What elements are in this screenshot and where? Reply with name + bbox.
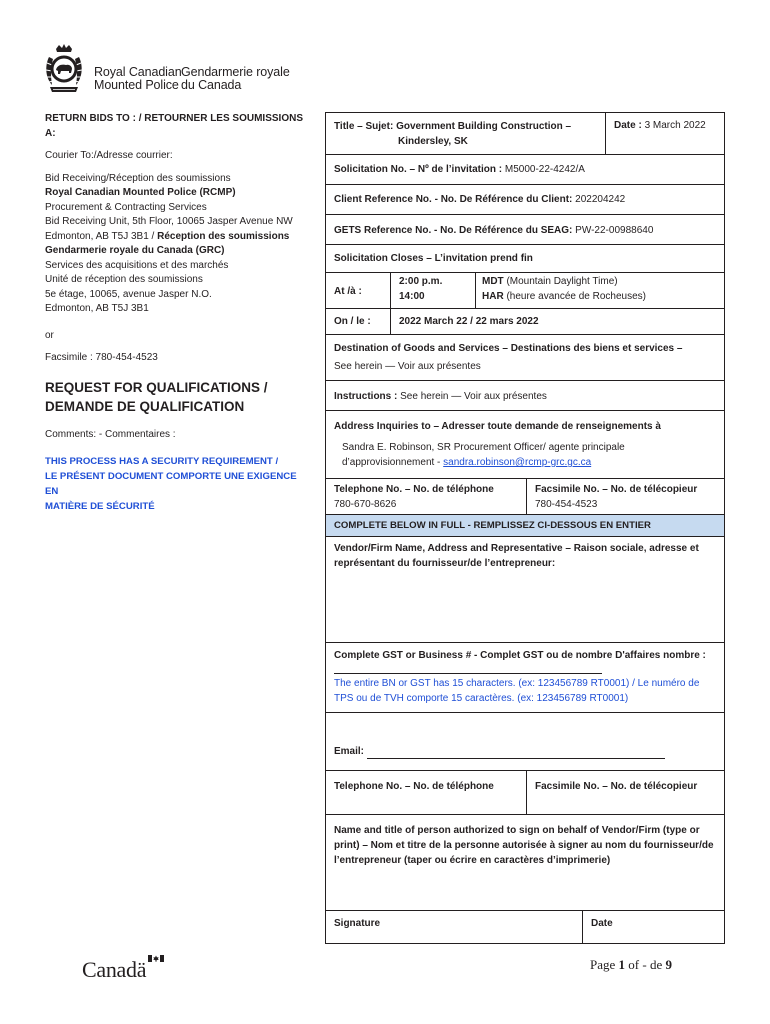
complete-banner: COMPLETE BELOW IN FULL - REMPLISSEZ CI-DESSOUS EN ENTIER — [334, 520, 651, 531]
inquiries-contact-text: d’approvisionnement - — [342, 457, 444, 468]
client-ref-row — [326, 185, 724, 215]
address-line: Procurement & Contracting Services — [45, 201, 207, 213]
inquiries-contact-line1: Sandra E. Robinson, SR Procurement Officer/ agente principale — [342, 442, 625, 453]
telephone-value: 780-670-8626 — [334, 499, 397, 510]
time-zone — [476, 273, 724, 308]
agency-fr-line2: du Canada — [181, 78, 242, 92]
gst-label: Complete GST or Business # - Complet GST ou de nombre D'affaires nombre : — [334, 650, 706, 661]
agency-fr-line1: Gendarmerie royale — [181, 65, 290, 79]
client-ref-value: 202204242 — [575, 194, 626, 205]
facsimile-cell — [527, 479, 724, 514]
instructions-value: See herein — Voir aux présentes — [400, 391, 547, 402]
closes-label: Solicitation Closes – L’invitation prend fin — [334, 253, 533, 264]
mdt-desc: (Mountain Daylight Time) — [506, 276, 618, 287]
address-line: Royal Canadian Mounted Police (RCMP) — [45, 187, 236, 198]
email-cell — [326, 713, 724, 770]
date-label: Date : — [614, 120, 642, 131]
title-value-line1: Government Building Construction – — [396, 121, 572, 132]
client-ref-cell — [326, 185, 724, 214]
courier-label: Courier To:/Adresse courrier: — [45, 150, 173, 161]
solicitation-label: Solicitation No. – Nº de l’invitation : — [334, 164, 503, 175]
address-line-part: Réception des soumissions — [157, 230, 290, 242]
email-input-line[interactable] — [367, 748, 665, 759]
destination-value: See herein — Voir aux présentes — [334, 361, 481, 372]
time-zone-fr — [482, 289, 718, 304]
closing-date-row — [326, 309, 724, 335]
inquiries-label: Address Inquiries to – Adresser toute demande de renseignements à — [334, 421, 661, 432]
security-line1: THIS PROCESS HAS A SECURITY REQUIREMENT / — [45, 456, 279, 467]
page-current: 1 — [618, 957, 626, 972]
facsimile-value: 780-454-4523 — [535, 499, 598, 510]
agency-name-fr — [181, 66, 290, 92]
har-code: HAR — [482, 291, 504, 302]
har-desc: (heure avancée de Rocheuses) — [506, 291, 646, 302]
address-line: Bid Receiving/Réception des soumissions — [45, 172, 231, 184]
canada-wordmark: Canadä — [82, 957, 147, 982]
address-line — [45, 230, 310, 245]
mdt-code: MDT — [482, 276, 504, 287]
security-line3: MATIÈRE DE SÉCURITÉ — [45, 501, 155, 512]
canada-flag-icon — [148, 955, 164, 962]
left-column — [45, 112, 310, 514]
date-cell — [606, 113, 724, 154]
security-line2: LE PRÉSENT DOCUMENT COMPORTE UNE EXIGENCE EN — [45, 471, 297, 497]
title-row — [326, 113, 724, 155]
closing-time-24h: 14:00 — [399, 291, 425, 302]
inquiries-email-link[interactable]: sandra.robinson@rcmp-grc.gc.ca — [443, 457, 592, 468]
email-row — [326, 713, 724, 771]
solicitation-value: M5000-22-4242/A — [504, 164, 585, 175]
title-cell — [326, 113, 604, 154]
security-notice — [45, 454, 310, 514]
address-line: Gendarmerie royale du Canada (GRC) — [45, 245, 225, 256]
telephone-cell — [326, 479, 526, 514]
return-bids-label: RETURN BIDS TO : / RETOURNER LES SOUMISSIONS A: — [45, 113, 303, 139]
destination-label: Destination of Goods and Services – Destinations des biens et services – — [334, 343, 683, 354]
client-ref-label: Client Reference No. - No. De Référence du Client: — [334, 194, 573, 205]
destination-cell — [326, 335, 724, 380]
address-line: Edmonton, AB T5J 3B1 — [45, 303, 149, 314]
page-number — [590, 957, 672, 973]
request-title-line1: REQUEST FOR QUALIFICATIONS / — [45, 379, 268, 395]
at-label: At /à : — [334, 286, 362, 297]
page-separator: of - de — [628, 957, 663, 972]
vendor-facsimile-label: Facsimile No. – No. de télécopieur — [535, 781, 698, 792]
signature-date-field[interactable] — [583, 911, 724, 943]
complete-banner-row — [326, 515, 724, 537]
telephone-label: Telephone No. – No. de téléphone — [334, 484, 494, 495]
authorized-person-line1: Name and title of person authorized to sign on behalf of Vendor/Firm (type or — [334, 825, 700, 836]
signature-label: Signature — [334, 918, 381, 929]
facsimile-label: Facsimile : 780-454-4523 — [45, 352, 158, 363]
gst-row[interactable] — [326, 643, 724, 713]
comments-label: Comments: - Commentaires : — [45, 428, 176, 440]
request-title — [45, 378, 310, 416]
vendor-facsimile-field[interactable] — [527, 771, 724, 814]
address-line: Bid Receiving Unit, 5th Floor, 10065 Jasper Avenue NW — [45, 216, 293, 227]
agency-en-line1: Royal Canadian — [94, 65, 182, 79]
facsimile-label: Facsimile No. – No. de télécopieur — [535, 484, 698, 495]
gets-cell — [326, 215, 724, 244]
address-line: Services des acquisitions et des marchés — [45, 259, 229, 271]
gst-input-line[interactable] — [334, 663, 602, 674]
closing-time-row — [326, 273, 724, 309]
solicitation-row — [326, 155, 724, 185]
authorized-person-line3: l’entrepreneur (taper ou écrire en caractères d’imprimerie) — [334, 855, 611, 866]
signature-field[interactable] — [326, 911, 582, 943]
gets-label: GETS Reference No. - No. De Référence du SEAG: — [334, 225, 573, 236]
closing-time-12h: 2:00 p.m. — [399, 276, 443, 287]
instructions-cell — [326, 381, 724, 410]
title-label: Title – Sujet: — [334, 121, 394, 132]
closing-time — [391, 273, 475, 308]
agency-en-line2: Mounted Police — [94, 78, 179, 92]
address-line-part: Edmonton, AB T5J 3B1 / — [45, 230, 158, 242]
vendor-label-line1: Vendor/Firm Name, Address and Representative – Raison sociale, adresse et — [334, 543, 699, 554]
instructions-row — [326, 381, 724, 411]
vendor-telephone-label: Telephone No. – No. de téléphone — [334, 781, 494, 792]
return-address — [45, 172, 310, 317]
inquiries-contact-line2 — [334, 455, 716, 470]
inquiries-cell — [326, 411, 724, 478]
solicitation-cell — [326, 155, 724, 184]
gets-row — [326, 215, 724, 245]
address-line: Unité de réception des soumissions — [45, 274, 203, 285]
on-label: On / le : — [334, 316, 371, 327]
signature-row — [326, 911, 724, 943]
email-label: Email: — [334, 746, 365, 757]
page-prefix: Page — [590, 957, 616, 972]
time-zone-en — [482, 274, 718, 289]
gst-note-line2: TPS ou de TVH comporte 15 caractères. (ex: 123456789 RT0001) — [334, 693, 629, 704]
page-total: 9 — [665, 957, 672, 972]
address-line: 5e étage, 10065, avenue Jasper N.O. — [45, 288, 212, 300]
authorized-person-row[interactable] — [326, 815, 724, 911]
contact-numbers-row — [326, 479, 724, 515]
gst-cell — [326, 643, 724, 712]
gets-value: PW-22-00988640 — [575, 225, 654, 236]
agency-name-en — [94, 66, 182, 92]
vendor-row[interactable] — [326, 537, 724, 643]
rcmp-crest-icon — [43, 43, 85, 93]
destination-row — [326, 335, 724, 381]
instructions-label: Instructions : — [334, 391, 398, 402]
authorized-person-line2: print) – Nom et titre de la personne autorisée à signer au nom du fournisseur/de — [334, 840, 714, 851]
title-value-line2: Kindersley, SK — [398, 136, 468, 147]
signature-date-label: Date — [591, 918, 613, 929]
vendor-contact-row — [326, 771, 724, 815]
authorized-person-label — [326, 815, 724, 910]
request-title-line2: DEMANDE DE QUALIFICATION — [45, 398, 245, 414]
solicitation-form — [325, 112, 725, 944]
vendor-telephone-field[interactable] — [326, 771, 526, 814]
closes-row — [326, 245, 724, 273]
or-label: or — [45, 329, 54, 341]
vendor-label — [326, 537, 724, 642]
gst-note-line1: The entire BN or GST has 15 characters. (ex: 123456789 RT0001) / Le numéro de — [334, 678, 700, 689]
vendor-label-line2: représentant du fournisseur/de l’entrepreneur: — [334, 558, 556, 569]
date-value: 3 March 2022 — [644, 120, 706, 131]
inquiries-row — [326, 411, 724, 479]
closing-date-value: 2022 March 22 / 22 mars 2022 — [399, 316, 539, 327]
